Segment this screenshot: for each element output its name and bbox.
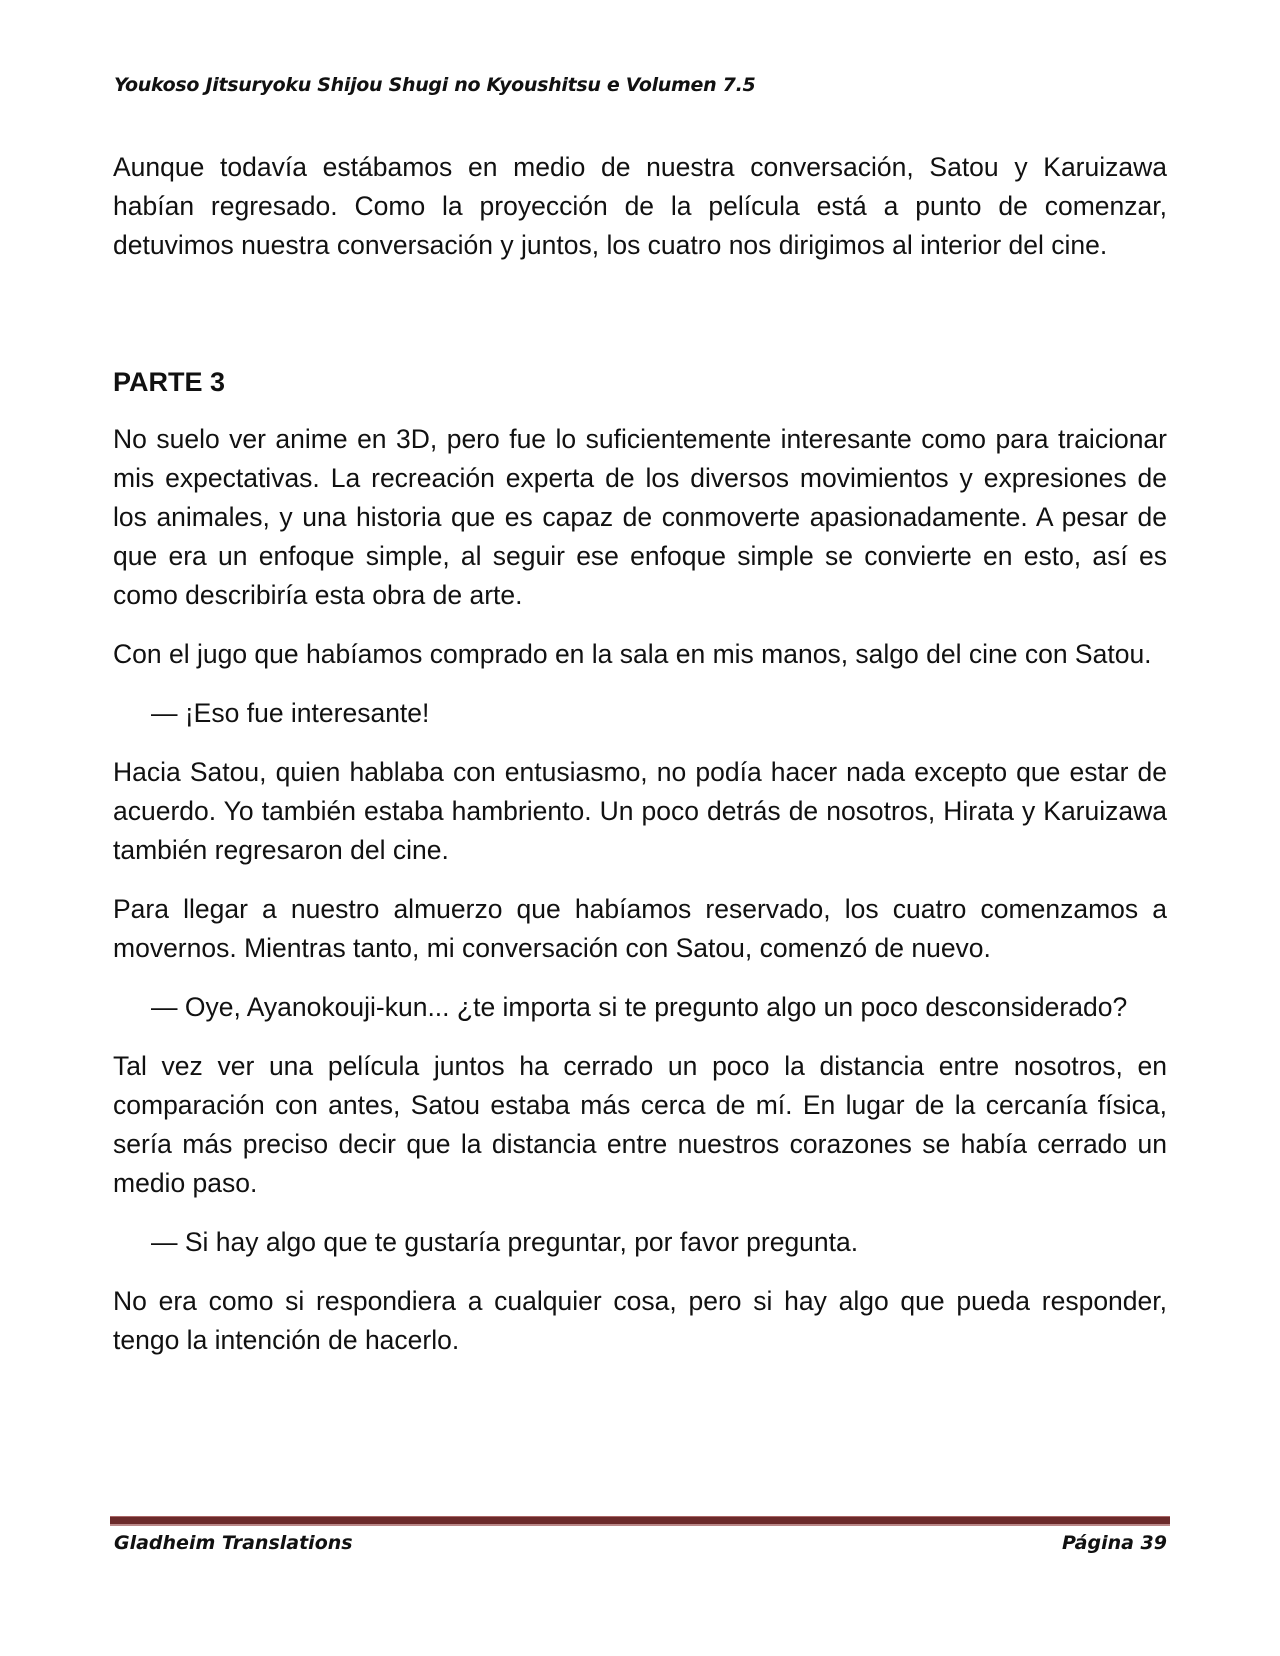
running-header: Youkoso Jitsuryoku Shijou Shugi no Kyoushitsu e Volumen 7.5: [114, 74, 756, 96]
footer-publisher: Gladheim Translations: [114, 1532, 353, 1554]
paragraph: Aunque todavía estábamos en medio de nuestra conversación, Satou y Karuizawa habían regresado. Como la proyección de la película está a punto de comenzar, detuvimos nuestra conversación y juntos, los cuatro nos dirigimos al interior del cine.: [113, 152, 1167, 260]
paragraph: No suelo ver anime en 3D, pero fue lo suficientemente interesante como para traicionar mis expectativas. La recreación experta de los diversos movimientos y expresiones de los animales, y una historia que es capaz de conmoverte apasionadamente. A pesar de que era un enfoque simple, al seguir ese enfoque simple se convierte en esto, así es como describiría esta obra de arte.: [113, 424, 1167, 610]
page-number: Página 39: [1061, 1532, 1167, 1554]
paragraph: Hacia Satou, quien hablaba con entusiasmo, no podía hacer nada excepto que estar de acuerdo. Yo también estaba hambriento. Un poco detrás de nosotros, Hirata y Karuizawa también regresaron del cine.: [113, 757, 1167, 865]
dialogue-line: — ¡Eso fue interesante!: [151, 698, 430, 728]
paragraph: No era como si respondiera a cualquier cosa, pero si hay algo que pueda responder, tengo la intención de hacerlo.: [113, 1286, 1167, 1355]
footer-rule: [110, 1516, 1170, 1526]
page-footer: [114, 1532, 1167, 1554]
page-body: [113, 148, 1167, 1380]
paragraph: Con el jugo que habíamos comprado en la sala en mis manos, salgo del cine con Satou.: [113, 639, 1152, 669]
paragraph: Tal vez ver una película juntos ha cerrado un poco la distancia entre nosotros, en comparación con antes, Satou estaba más cerca de mí. En lugar de la cercanía física, sería más preciso decir que la distancia entre nuestros corazones se había cerrado un medio paso.: [113, 1051, 1167, 1198]
dialogue-line: — Si hay algo que te gustaría preguntar, por favor pregunta.: [151, 1227, 859, 1257]
paragraph: Para llegar a nuestro almuerzo que habíamos reservado, los cuatro comenzamos a movernos. Mientras tanto, mi conversación con Satou, comenzó de nuevo.: [113, 894, 1167, 963]
section-heading: PARTE 3: [113, 367, 226, 397]
dialogue-line: — Oye, Ayanokouji-kun... ¿te importa si te pregunto algo un poco desconsiderado?: [151, 992, 1128, 1022]
